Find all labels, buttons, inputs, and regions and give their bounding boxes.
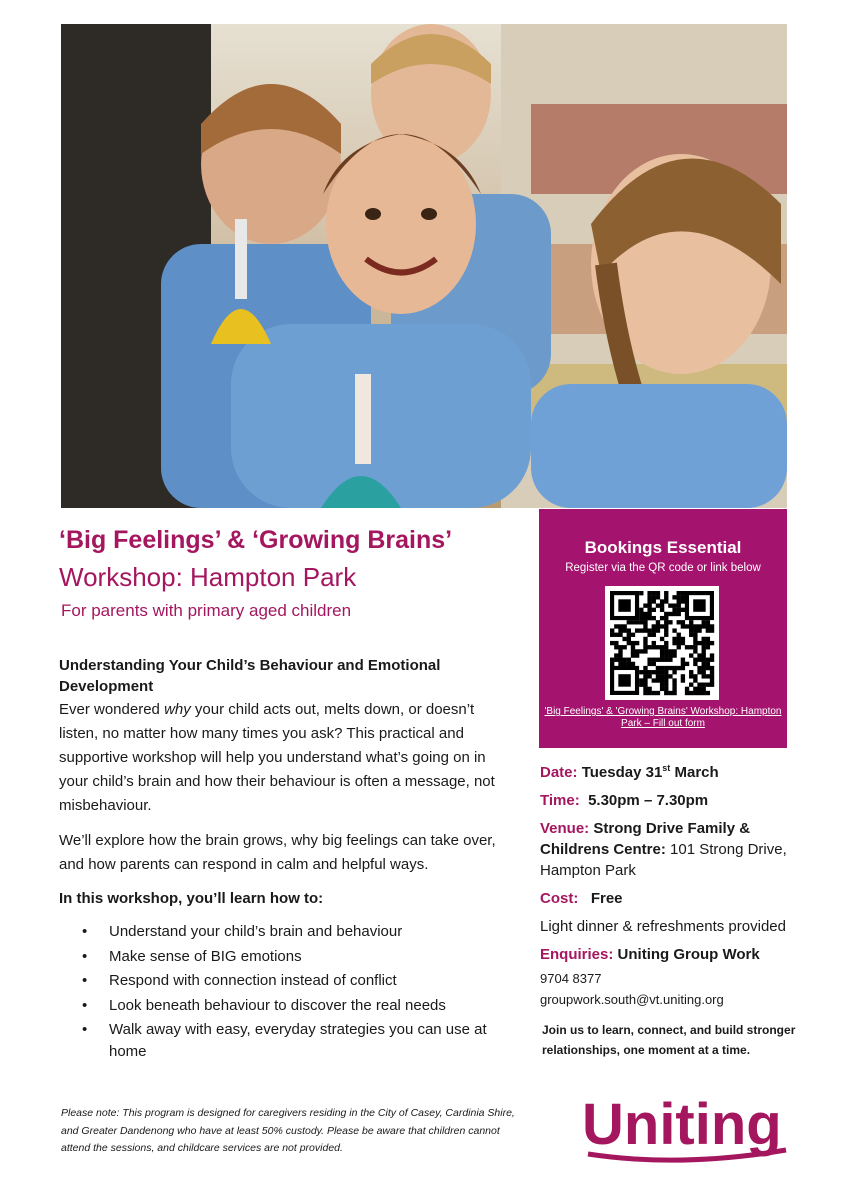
date-value: Tuesday 31 [581, 764, 663, 781]
enquiries-row [540, 944, 820, 965]
booking-box [539, 509, 787, 748]
date-label: Date: [540, 764, 578, 781]
registration-link[interactable]: 'Big Feelings' & 'Growing Brains' Workshop: Hampton Park – Fill out form [544, 706, 782, 729]
qr-code-icon[interactable] [605, 586, 719, 700]
venue-address: 101 Strong Drive, Hampton Park [540, 841, 787, 879]
event-details [540, 758, 820, 965]
bullet-icon: • [82, 923, 88, 940]
venue-name: Strong Drive Family & Childrens Centre: [540, 820, 751, 858]
bullet-icon: • [82, 972, 88, 990]
dinner-row: Light dinner & refreshments provided [540, 918, 786, 935]
title-line-2: Workshop: Hampton Park [59, 562, 357, 592]
learn-list [82, 921, 512, 1066]
booking-subheading: Register via the QR code or link below [565, 562, 761, 574]
join-us-text: Join us to learn, connect, and build stronger relationships, one moment at a time. [542, 1023, 796, 1057]
list-item-text: Understand your child’s brain and behaviour [109, 923, 403, 940]
cost-value: Free [590, 890, 623, 907]
email-address: groupwork.south@vt.uniting.org [540, 992, 724, 1007]
cost-label: Cost: [540, 890, 579, 907]
section-heading: Understanding Your Child’s Behaviour and Emotional Development [59, 657, 441, 695]
uniting-logo [580, 1088, 790, 1168]
intro-text-start: Ever wondered [59, 701, 165, 718]
list-item [82, 970, 512, 992]
booking-heading: Bookings Essential [584, 538, 742, 557]
title-line-1: ‘Big Feelings’ & ‘Growing Brains’ [59, 526, 453, 554]
date-suffix: st [662, 763, 671, 773]
bullet-icon: • [82, 996, 88, 1014]
cost-row [540, 888, 820, 909]
time-label: Time: [540, 792, 580, 809]
enquiries-label: Enquiries: [540, 946, 614, 963]
intro-text-end: your child acts out, melts down, or doesn’t listen, no matter how many times you ask? This practical and supportive workshop will help you understand what’s going on in your child’s brain and how their behaviour is often a message, not misbehaviour. [59, 701, 495, 814]
list-item [82, 1019, 512, 1063]
list-item [82, 995, 512, 1017]
intro-paragraph [59, 698, 509, 818]
date-month: March [670, 764, 719, 781]
list-item [82, 921, 512, 943]
contact-block [540, 968, 724, 1010]
venue-row [540, 818, 820, 881]
subtitle: For parents with primary aged children [61, 601, 352, 620]
list-item-text: Make sense of BIG emotions [109, 947, 302, 965]
children-photo-icon [61, 24, 787, 508]
time-value: 5.30pm – 7.30pm [588, 792, 709, 809]
bullet-icon: • [82, 947, 88, 965]
list-item [82, 946, 512, 968]
explore-paragraph: We’ll explore how the brain grows, why big feelings can take over, and how parents can respond in calm and helpful ways. [59, 832, 496, 873]
phone-number: 9704 8377 [540, 971, 602, 986]
hero-photo [61, 24, 787, 508]
date-row [540, 758, 820, 783]
intro-text-italic: why [164, 701, 191, 718]
learn-heading: In this workshop, you’ll learn how to: [59, 890, 324, 907]
time-row [540, 790, 820, 811]
bullet-icon: • [82, 1021, 88, 1039]
venue-label: Venue: [540, 820, 590, 837]
disclaimer-note: Please note: This program is designed for caregivers residing in the City of Casey, Cardinia Shire, and Greater Dandenong who have at least 50% custody. Please be aware that children cannot attend the sessions, and childcare services are not provided. [61, 1107, 515, 1154]
logo-text: Uniting [582, 1092, 782, 1157]
list-item-text: Look beneath behaviour to discover the real needs [109, 996, 446, 1014]
enquiries-value: Uniting Group Work [617, 946, 760, 963]
list-item-text: Walk away with easy, everyday strategies you can use at home [109, 1021, 487, 1061]
list-item-text: Respond with connection instead of conflict [109, 972, 397, 990]
